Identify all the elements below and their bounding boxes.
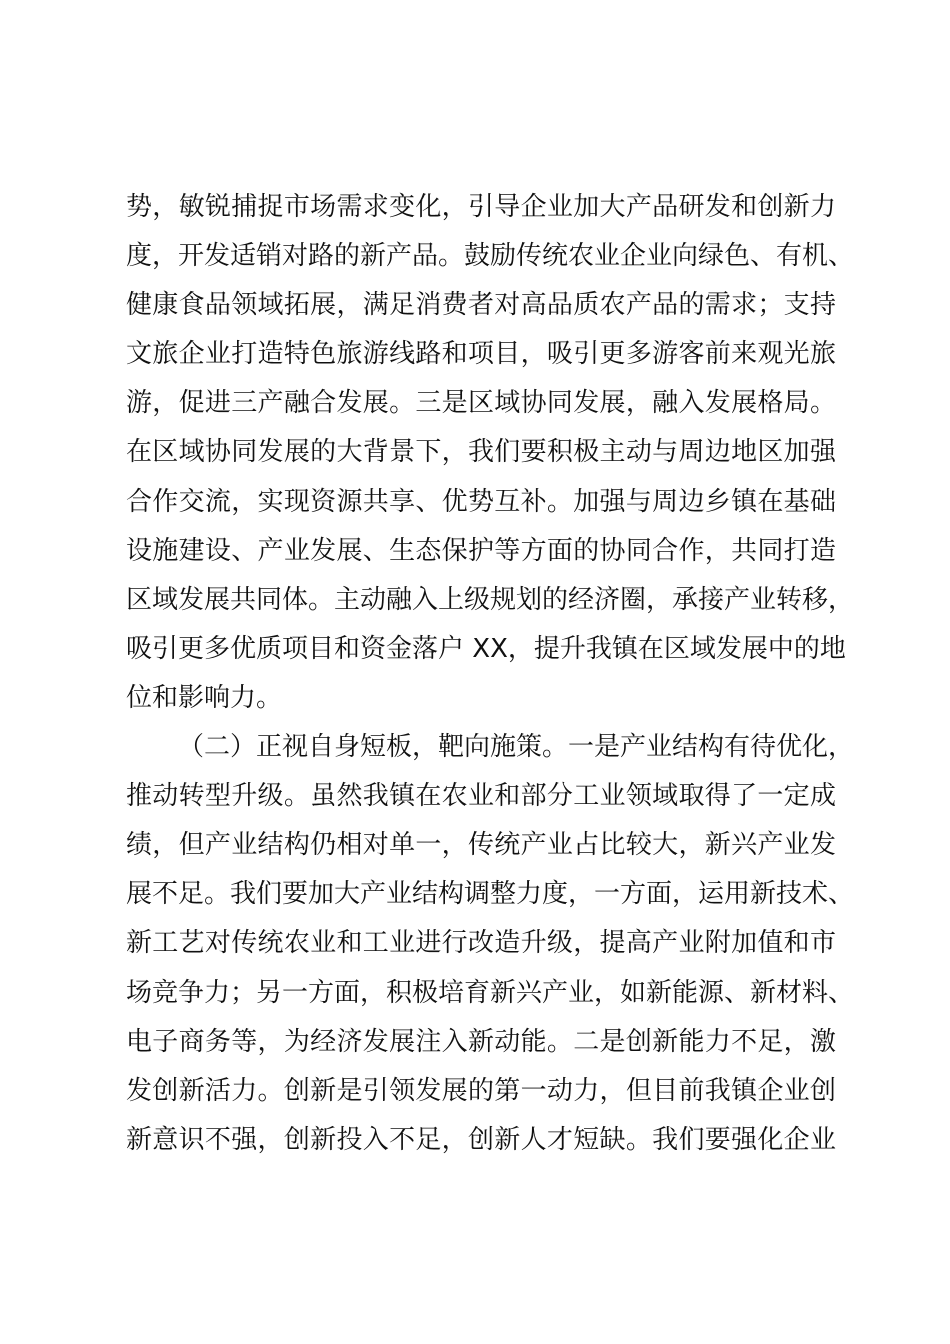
- text-line: 区域发展共同体。主动融入上级规划的经济圈，承接产业转移，: [126, 584, 855, 615]
- text-line: 吸引更多优质项目和资金落户 XX，提升我镇在区域发展中的地: [126, 633, 846, 664]
- text-line: 推动转型升级。虽然我镇在农业和部分工业领域取得了一定成: [126, 781, 836, 812]
- text-line: 合作交流，实现资源共享、优势互补。加强与周边乡镇在基础: [126, 486, 836, 517]
- text-line: 在区域协同发展的大背景下，我们要积极主动与周边地区加强: [126, 437, 836, 468]
- text-line: 设施建设、产业发展、生态保护等方面的协同合作，共同打造: [126, 535, 836, 566]
- text-line: 发创新活力。创新是引领发展的第一动力，但目前我镇企业创: [126, 1075, 836, 1106]
- text-line: 新意识不强，创新投入不足，创新人才短缺。我们要强化企业: [126, 1124, 836, 1155]
- section-heading-line: （二）正视自身短板，靶向施策。一是产业结构有待优化，: [178, 732, 855, 763]
- text-line: 电子商务等，为经济发展注入新动能。二是创新能力不足，激: [126, 1026, 836, 1057]
- text-line: 场竞争力；另一方面，积极培育新兴产业，如新能源、新材料、: [126, 977, 855, 1008]
- text-line: 健康食品领域拓展，满足消费者对高品质农产品的需求；支持: [126, 290, 836, 321]
- text-line: 文旅企业打造特色旅游线路和项目，吸引更多游客前来观光旅: [126, 339, 836, 370]
- text-line: 绩，但产业结构仍相对单一，传统产业占比较大，新兴产业发: [126, 830, 836, 861]
- text-line: 度，开发适销对路的新产品。鼓励传统农业企业向绿色、有机、: [126, 241, 855, 272]
- text-line: 游，促进三产融合发展。三是区域协同发展，融入发展格局。: [126, 388, 836, 419]
- text-line: 展不足。我们要加大产业结构调整力度，一方面，运用新技术、: [126, 879, 855, 910]
- text-line: 势，敏锐捕捉市场需求变化，引导企业加大产品研发和创新力: [126, 192, 836, 222]
- body-text: [126, 183, 855, 1165]
- paragraph-end-line: 位和影响力。: [126, 682, 283, 713]
- text-line: 新工艺对传统农业和工业进行改造升级，提高产业附加值和市: [126, 928, 836, 959]
